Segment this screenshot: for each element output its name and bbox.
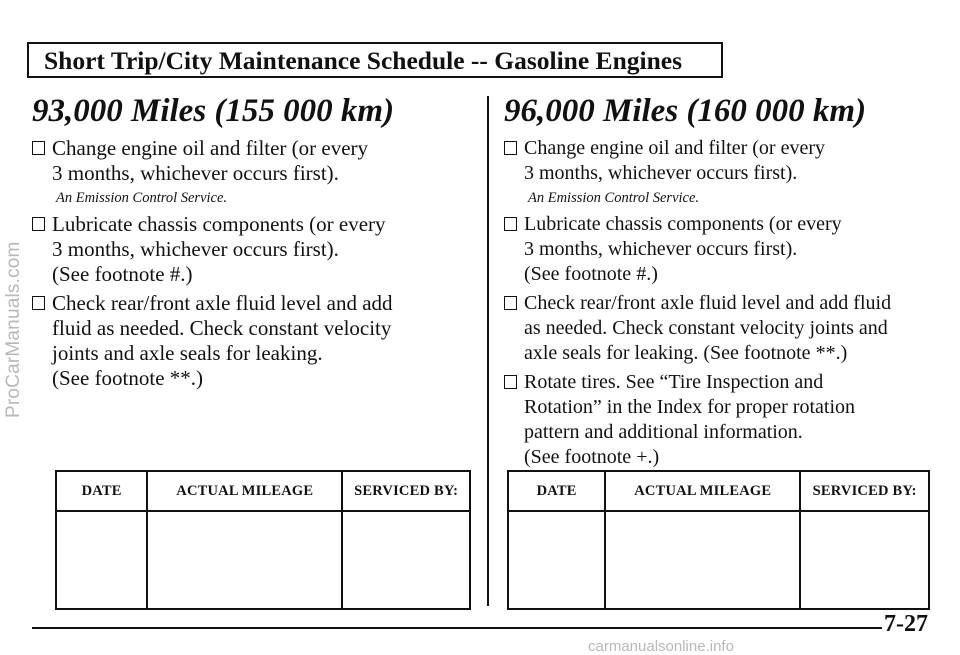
column-header-actual-mileage: ACTUAL MILEAGE (605, 471, 800, 511)
column-divider (487, 96, 489, 606)
service-record-table (55, 470, 471, 610)
service-item-lubricate-chassis (504, 212, 944, 287)
page-title: Short Trip/City Maintenance Schedule -- Gasoline Engines (44, 46, 683, 75)
service-item-line: (See footnote #.) (524, 263, 658, 285)
service-item-line: Check rear/front axle fluid level and add fluid (524, 292, 892, 314)
service-item-line: Rotate tires. See “Tire Inspection and (524, 371, 824, 393)
service-item-line: fluid as needed. Check constant velocity (52, 316, 392, 340)
serviced-by-cell[interactable] (342, 511, 470, 609)
column-header-serviced-by: SERVICED BY: (342, 471, 470, 511)
service-item-line: Lubricate chassis components (or every (524, 213, 842, 235)
service-item-line: (See footnote **.) (52, 366, 204, 390)
service-item-axle-fluid (504, 291, 944, 366)
column-header-date: DATE (56, 471, 147, 511)
service-item-line: axle seals for leaking. (See footnote **.) (524, 342, 848, 364)
checkbox-icon (504, 141, 517, 155)
service-item-line: joints and axle seals for leaking. (52, 341, 323, 365)
service-item-line: pattern and additional information. (524, 421, 803, 443)
service-item-line: (See footnote +.) (524, 446, 660, 468)
footer-rule (32, 627, 882, 629)
actual-mileage-cell[interactable] (147, 511, 342, 609)
service-item-lubricate-chassis (32, 212, 472, 287)
table-header-row (56, 471, 470, 511)
checkbox-icon (504, 217, 517, 231)
service-item-line: as needed. Check constant velocity joints and (524, 317, 888, 339)
service-item-rotate-tires (504, 370, 944, 470)
service-item-line: Lubricate chassis components (or every (52, 212, 386, 236)
service-item-line: 3 months, whichever occurs first). (52, 161, 339, 185)
service-item-oil-change (504, 136, 944, 186)
service-item-axle-fluid (32, 291, 472, 391)
date-cell[interactable] (56, 511, 147, 609)
column-header-date: DATE (508, 471, 605, 511)
service-item-line: 3 months, whichever occurs first). (524, 238, 798, 260)
service-item-line: Change engine oil and filter (or every (52, 136, 369, 160)
service-item-oil-change (32, 136, 472, 186)
milestone-heading: 93,000 Miles (155 000 km) (32, 93, 395, 129)
date-cell[interactable] (508, 511, 605, 609)
checkbox-icon (32, 141, 45, 155)
serviced-by-cell[interactable] (800, 511, 929, 609)
emission-service-note: An Emission Control Service. (56, 190, 228, 206)
section-96000-miles (504, 90, 944, 470)
table-row (56, 511, 470, 609)
service-item-line: 3 months, whichever occurs first). (524, 162, 798, 184)
column-header-actual-mileage: ACTUAL MILEAGE (147, 471, 342, 511)
emission-service-note: An Emission Control Service. (528, 190, 700, 206)
service-item-line: Check rear/front axle fluid level and add (52, 291, 393, 315)
table-row (508, 511, 929, 609)
checkbox-icon (504, 375, 517, 389)
checkbox-icon (32, 296, 45, 310)
service-item-line: (See footnote #.) (52, 262, 193, 286)
column-header-serviced-by: SERVICED BY: (800, 471, 929, 511)
table-header-row (508, 471, 929, 511)
service-item-line: 3 months, whichever occurs first). (52, 237, 339, 261)
service-item-line: Change engine oil and filter (or every (524, 137, 825, 159)
checkbox-icon (504, 296, 517, 310)
service-item-line: Rotation” in the Index for proper rotation (524, 396, 856, 418)
service-record-table (507, 470, 930, 610)
milestone-heading: 96,000 Miles (160 000 km) (504, 93, 867, 129)
section-93000-miles (32, 90, 472, 391)
watermark-procarmanuals: ProCarManuals.com (3, 241, 24, 419)
actual-mileage-cell[interactable] (605, 511, 800, 609)
watermark-carmanualsonline: carmanualsonline.info (588, 638, 734, 655)
page-number: 7-27 (884, 611, 928, 637)
checkbox-icon (32, 217, 45, 231)
